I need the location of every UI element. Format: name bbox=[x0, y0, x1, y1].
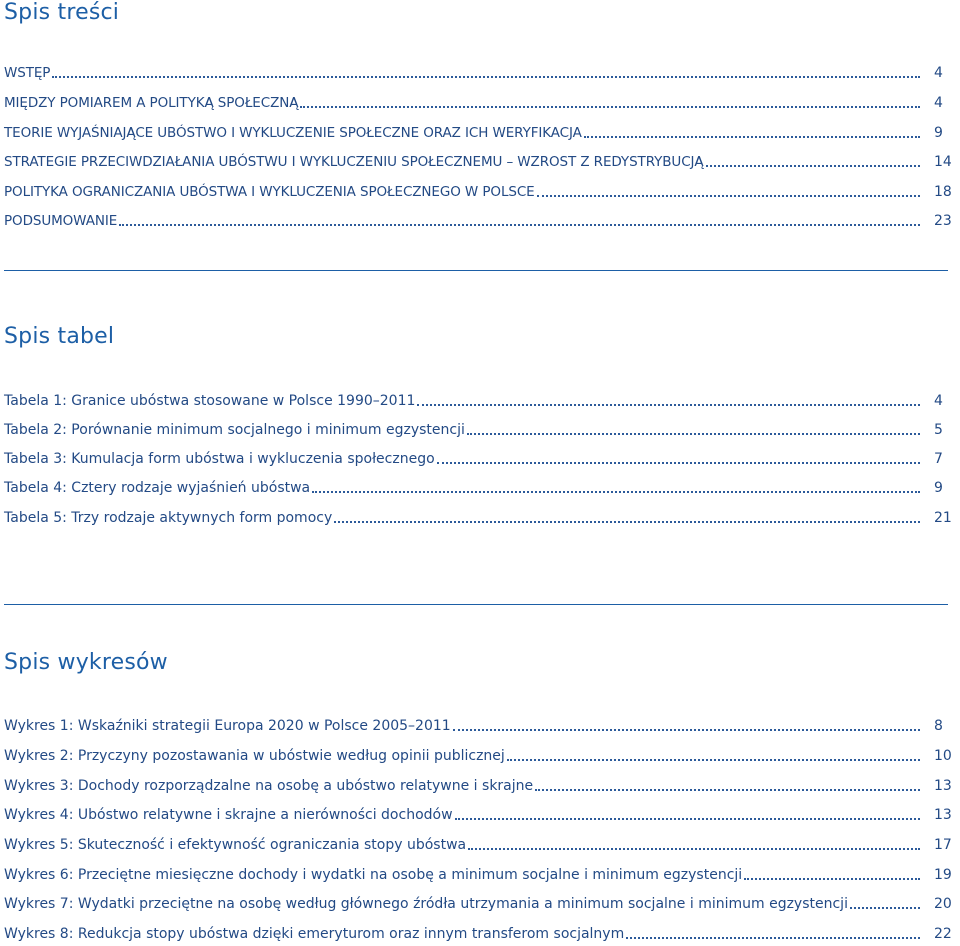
dot-leader bbox=[334, 521, 920, 523]
toc-entry-label: TEORIE WYJAŚNIAJĄCE UBÓSTWO I WYKLUCZENIE SPOŁECZNE ORAZ ICH WERYFIKACJA bbox=[4, 125, 582, 141]
dot-leader bbox=[52, 76, 920, 78]
chart-entry-label: Wykres 6: Przeciętne miesięczne dochody i wydatki na osobę a minimum socjalne i minimum egzystencji bbox=[4, 867, 743, 883]
chart-entry[interactable] bbox=[4, 713, 956, 735]
dot-leader bbox=[468, 848, 920, 850]
table-entry-page: 7 bbox=[934, 451, 943, 467]
table-entry-page: 9 bbox=[934, 480, 943, 496]
dot-leader bbox=[706, 165, 920, 167]
table-entry[interactable] bbox=[4, 388, 956, 410]
table-entry-label: Tabela 2: Porównanie minimum socjalnego i minimum egzystencji bbox=[4, 422, 465, 438]
chart-entry-label: Wykres 5: Skuteczność i efektywność ograniczania stopy ubóstwa bbox=[4, 837, 467, 853]
chart-entry[interactable] bbox=[4, 802, 956, 824]
contents-title: Spis treści bbox=[4, 0, 120, 25]
chart-entry[interactable] bbox=[4, 832, 956, 854]
toc-entry-label: MIĘDZY POMIAREM A POLITYKĄ SPOŁECZNĄ bbox=[4, 95, 299, 111]
table-entry-page: 5 bbox=[934, 422, 943, 438]
chart-entry[interactable] bbox=[4, 891, 956, 913]
toc-entry[interactable] bbox=[4, 179, 956, 201]
toc-entry-page: 9 bbox=[934, 125, 943, 141]
chart-entry[interactable] bbox=[4, 921, 956, 943]
toc-entry-page: 4 bbox=[934, 65, 943, 81]
dot-leader bbox=[850, 907, 920, 909]
dot-leader bbox=[437, 462, 920, 464]
table-entry-label: Tabela 5: Trzy rodzaje aktywnych form pomocy bbox=[4, 510, 333, 526]
chart-entry[interactable] bbox=[4, 862, 956, 884]
toc-entry-label: POLITYKA OGRANICZANIA UBÓSTWA I WYKLUCZENIA SPOŁECZNEGO W POLSCE bbox=[4, 184, 535, 200]
toc-entry-page: 18 bbox=[934, 184, 952, 200]
tables-title: Spis tabel bbox=[4, 324, 115, 349]
toc-entry-label: STRATEGIE PRZECIWDZIAŁANIA UBÓSTWU I WYKLUCZENIU SPOŁECZNEMU – WZROST Z REDYSTRYBUCJĄ bbox=[4, 154, 704, 170]
chart-entry-page: 19 bbox=[934, 867, 952, 883]
chart-entry-label: Wykres 1: Wskaźniki strategii Europa 2020 w Polsce 2005–2011 bbox=[4, 718, 451, 734]
dot-leader bbox=[312, 491, 920, 493]
table-entry[interactable] bbox=[4, 475, 956, 497]
toc-entry[interactable] bbox=[4, 149, 956, 171]
dot-leader bbox=[535, 789, 920, 791]
toc-entry-page: 14 bbox=[934, 154, 952, 170]
chart-entry-page: 13 bbox=[934, 807, 952, 823]
dot-leader bbox=[744, 878, 920, 880]
chart-entry-page: 17 bbox=[934, 837, 952, 853]
chart-entry-page: 22 bbox=[934, 926, 952, 942]
chart-entry-page: 13 bbox=[934, 778, 952, 794]
toc-entry[interactable] bbox=[4, 90, 956, 112]
dot-leader bbox=[119, 224, 920, 226]
dot-leader bbox=[507, 759, 920, 761]
dot-leader bbox=[300, 106, 920, 108]
chart-entry-label: Wykres 2: Przyczyny pozostawania w ubóstwie według opinii publicznej bbox=[4, 748, 505, 764]
dot-leader bbox=[537, 195, 920, 197]
dot-leader bbox=[626, 937, 920, 939]
dot-leader bbox=[417, 404, 920, 406]
toc-entry-page: 23 bbox=[934, 213, 952, 229]
table-entry[interactable] bbox=[4, 417, 956, 439]
chart-entry[interactable] bbox=[4, 743, 956, 765]
table-entry-page: 21 bbox=[934, 510, 952, 526]
chart-entry-label: Wykres 8: Redukcja stopy ubóstwa dzięki emeryturom oraz innym transferom socjalnym bbox=[4, 926, 625, 942]
toc-entry[interactable] bbox=[4, 208, 956, 230]
chart-entry-label: Wykres 4: Ubóstwo relatywne i skrajne a nierówności dochodów bbox=[4, 807, 453, 823]
dot-leader bbox=[584, 136, 920, 138]
chart-entry-label: Wykres 3: Dochody rozporządzalne na osobę a ubóstwo relatywne i skrajne bbox=[4, 778, 534, 794]
chart-entry-page: 8 bbox=[934, 718, 943, 734]
toc-entry-label: PODSUMOWANIE bbox=[4, 213, 118, 229]
table-entry-label: Tabela 4: Cztery rodzaje wyjaśnień ubóstwa bbox=[4, 480, 311, 496]
toc-entry-page: 4 bbox=[934, 95, 943, 111]
chart-entry-page: 20 bbox=[934, 896, 952, 912]
dot-leader bbox=[455, 818, 920, 820]
section-divider bbox=[4, 604, 948, 605]
table-entry-page: 4 bbox=[934, 393, 943, 409]
toc-entry[interactable] bbox=[4, 60, 956, 82]
table-entry-label: Tabela 1: Granice ubóstwa stosowane w Polsce 1990–2011 bbox=[4, 393, 416, 409]
table-entry[interactable] bbox=[4, 505, 956, 527]
dot-leader bbox=[453, 729, 920, 731]
toc-entry[interactable] bbox=[4, 120, 956, 142]
toc-entry-label: WSTĘP bbox=[4, 65, 51, 81]
dot-leader bbox=[467, 433, 920, 435]
chart-entry[interactable] bbox=[4, 773, 956, 795]
chart-entry-page: 10 bbox=[934, 748, 952, 764]
charts-title: Spis wykresów bbox=[4, 650, 168, 675]
table-entry[interactable] bbox=[4, 446, 956, 468]
section-divider bbox=[4, 270, 948, 271]
table-entry-label: Tabela 3: Kumulacja form ubóstwa i wykluczenia społecznego bbox=[4, 451, 435, 467]
chart-entry-label: Wykres 7: Wydatki przeciętne na osobę według głównego źródła utrzymania a minimum socjalne i minimum egzystencji bbox=[4, 896, 848, 912]
